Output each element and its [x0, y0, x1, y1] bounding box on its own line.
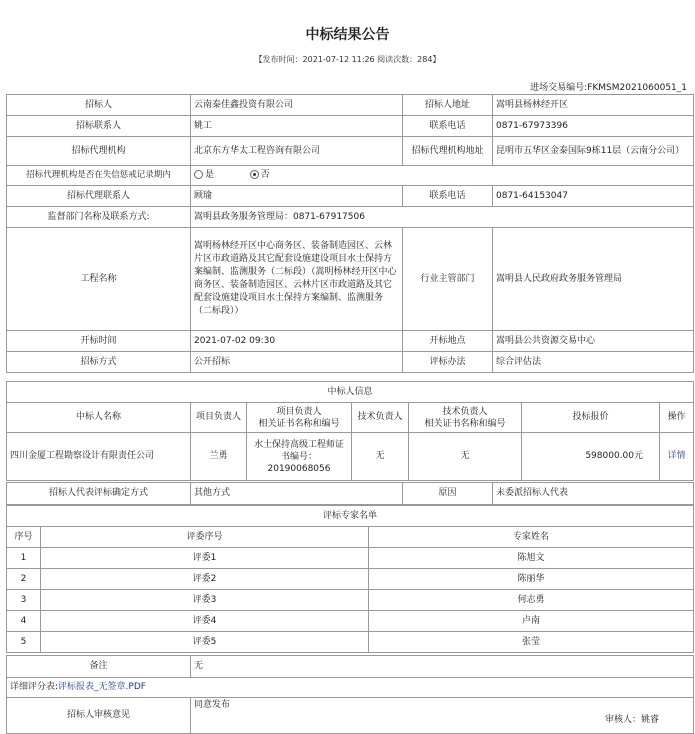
label-eval-method: 评标办法: [403, 352, 493, 373]
experts-header: 评委序号: [41, 527, 369, 548]
label-phone: 联系电话: [403, 116, 493, 137]
label-supervisor: 监督部门名称及联系方式:: [7, 207, 191, 228]
winner-table: [6, 381, 694, 481]
expert-name: 何志勇: [369, 590, 694, 611]
value-open-place: 嵩明县公共资源交易中心: [493, 331, 694, 352]
winner-header: 项目负责人: [191, 403, 247, 433]
detail-pdf-link[interactable]: 评标报表_无签章.PDF: [58, 682, 146, 692]
expert-name: 张莹: [369, 632, 694, 653]
radio-yes[interactable]: [194, 170, 203, 179]
expert-seq: 评委2: [41, 569, 369, 590]
reviewer: 审核人：姚睿: [604, 715, 659, 725]
radio-no-label: 否: [260, 170, 270, 180]
label-contact: 招标联系人: [7, 116, 191, 137]
experts-header: 专家姓名: [369, 527, 694, 548]
expert-seq: 评委3: [41, 590, 369, 611]
value-industry: 嵩明县人民政府政务服务管理局: [493, 228, 694, 331]
label-zbr: 招标人: [7, 95, 191, 116]
value-eval-method: 综合评估法: [493, 352, 694, 373]
table-row: [7, 590, 694, 611]
radio-no[interactable]: [250, 170, 259, 179]
label-project: 工程名称: [7, 228, 191, 331]
value-open-time: 2021-07-02 09:30: [191, 331, 403, 352]
value-project: 嵩明杨林经开区中心商务区、装备制造园区、云林片区市政道路及其它配套设施建设项目水土保持方案编制、监测服务（二标段）（嵩明杨林经开区中心商务区、装备制造园区、云林片区市政道路及其它配套设施建设项目水土保持方案编制、监测服务（二标段））: [191, 228, 403, 331]
table-row: [7, 569, 694, 590]
expert-seq: 评委4: [41, 611, 369, 632]
winner-detail-link[interactable]: 详情: [660, 433, 694, 481]
label-rep-method: 招标人代表评标确定方式: [7, 483, 191, 505]
label-agency-phone: 联系电话: [403, 186, 493, 207]
publish-meta: 【发布时间：2021-07-12 11:26 阅读次数：284】: [254, 55, 441, 64]
label-open-time: 开标时间: [7, 331, 191, 352]
trade-code: 进场交易编号:FKMSM2021060051_1: [530, 83, 687, 93]
label-industry: 行业主管部门: [403, 228, 493, 331]
expert-no: 1: [7, 548, 41, 569]
winner-header: 技术负责人: [352, 403, 409, 433]
expert-seq: 评委5: [41, 632, 369, 653]
winner-header: 操作: [660, 403, 694, 433]
value-zbr-addr: 嵩明县杨林经开区: [493, 95, 694, 116]
table-row: [7, 632, 694, 653]
detail-label: 详细评分表:: [10, 682, 59, 692]
expert-name: 陈丽华: [369, 569, 694, 590]
value-rep-method: 其他方式: [191, 483, 403, 505]
value-contact: 姚工: [191, 116, 403, 137]
value-review: 同意发布: [194, 700, 231, 710]
label-bid-method: 招标方式: [7, 352, 191, 373]
value-remark: 无: [191, 656, 694, 678]
rep-table: [6, 482, 694, 505]
label-agency-contact: 招标代理联系人: [7, 186, 191, 207]
value-phone: 0871-67973396: [493, 116, 694, 137]
winner-tech-cert: 无: [409, 433, 522, 481]
label-open-place: 开标地点: [403, 331, 493, 352]
expert-name: 陈旭文: [369, 548, 694, 569]
value-supervisor: 嵩明县政务服务管理局：0871-67917506: [191, 207, 694, 228]
winner-name: 四川金厦工程勘察设计有限责任公司: [7, 433, 191, 481]
expert-name: 卢南: [369, 611, 694, 632]
winner-pm-cert: 水土保持高级工程师证书编号：20190068056: [247, 433, 352, 481]
winner-header: 投标报价: [522, 403, 660, 433]
expert-no: 5: [7, 632, 41, 653]
value-agency-phone: 0871-64153047: [493, 186, 694, 207]
winner-header: 技术负责人 相关证书名称和编号: [409, 403, 522, 433]
label-zbr-addr: 招标人地址: [403, 95, 493, 116]
experts-header: 序号: [7, 527, 41, 548]
value-agency: 北京东方华太工程咨询有限公司: [191, 137, 403, 166]
detail-row: [7, 678, 694, 698]
value-review-cell: [191, 698, 694, 734]
expert-no: 4: [7, 611, 41, 632]
label-dishonest: 招标代理机构是否在失信惩戒记录期内: [7, 166, 191, 186]
winner-price: 598000.00元: [522, 433, 660, 481]
value-agency-contact: 顾瑜: [191, 186, 403, 207]
table-row: [7, 611, 694, 632]
winner-header: 中标人名称: [7, 403, 191, 433]
page-title: 中标结果公告: [305, 27, 390, 43]
table-row: [7, 548, 694, 569]
experts-section-title: 评标专家名单: [7, 506, 694, 527]
winner-header: 项目负责人 相关证书名称和编号: [247, 403, 352, 433]
label-reason: 原因: [403, 483, 493, 505]
value-zbr: 云南泰佳鑫投资有限公司: [191, 95, 403, 116]
label-review: 招标人审核意见: [7, 698, 191, 734]
info-table: [6, 94, 694, 373]
value-bid-method: 公开招标: [191, 352, 403, 373]
footer-table: [6, 655, 694, 734]
value-agency-addr: 昆明市五华区金泰国际9栋11层（云南分公司）: [493, 137, 694, 166]
label-remark: 备注: [7, 656, 191, 678]
expert-no: 3: [7, 590, 41, 611]
expert-seq: 评委1: [41, 548, 369, 569]
experts-table: [6, 505, 694, 653]
label-agency: 招标代理机构: [7, 137, 191, 166]
winner-section-title: 中标人信息: [7, 382, 694, 403]
dishonest-options: [191, 166, 694, 186]
winner-tech: 无: [352, 433, 409, 481]
radio-yes-label: 是: [205, 170, 215, 180]
expert-no: 2: [7, 569, 41, 590]
label-agency-addr: 招标代理机构地址: [403, 137, 493, 166]
winner-pm: 兰勇: [191, 433, 247, 481]
value-reason: 未委派招标人代表: [493, 483, 694, 505]
